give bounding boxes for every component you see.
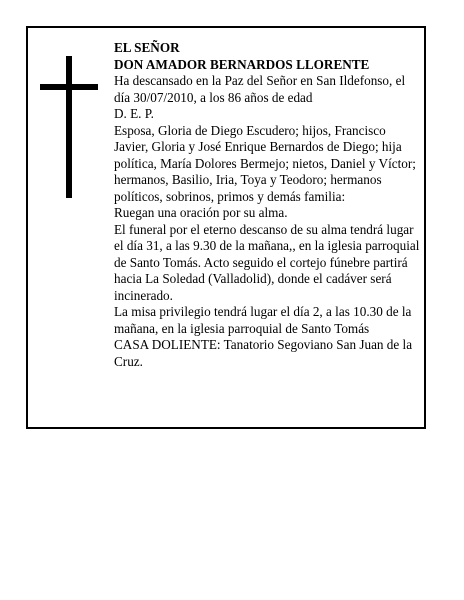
obituary-notice (26, 26, 426, 429)
cross-vertical-bar (66, 56, 72, 198)
cross-horizontal-bar (40, 84, 98, 90)
notice-text (114, 40, 420, 370)
prayer-request: Ruegan una oración por su alma. (114, 205, 288, 220)
funeral-details: El funeral por el eterno descanso de su alma tendrá lugar el día 31, a las 9.30 de la mañana,, en la iglesia parroquial de Santo Tomás. Acto seguido el cortejo fúnebre partirá hacia La Soledad (Valladolid), donde el cadáver será incinerado. (114, 221, 420, 303)
rest-in-peace: D. E. P. (114, 106, 154, 121)
mass-details: La misa privilegio tendrá lugar el día 2, a las 10.30 de la mañana, en la iglesia parroquial de Santo Tomás (114, 304, 412, 336)
latin-cross-icon (40, 56, 98, 198)
notice-heading-title: EL SEÑOR (114, 40, 180, 55)
family-list: Esposa, Gloria de Diego Escudero; hijos, Francisco Javier, Gloria y José Enrique Bernardos de Diego; hija política, María Dolores Bermejo; nietos, Daniel y Víctor; hermanos, Basilio, Iria, Toya y Teodoro; hermanos políticos, sobrinos, primos y demás familia: (114, 122, 416, 204)
death-announcement: Ha descansado en la Paz del Señor en San Ildefonso, el día 30/07/2010, a los 86 años de edad (114, 73, 406, 105)
mourning-house: CASA DOLIENTE: Tanatorio Segoviano San Juan de la Cruz. (114, 337, 413, 369)
deceased-name: DON AMADOR BERNARDOS LLORENTE (114, 56, 370, 72)
